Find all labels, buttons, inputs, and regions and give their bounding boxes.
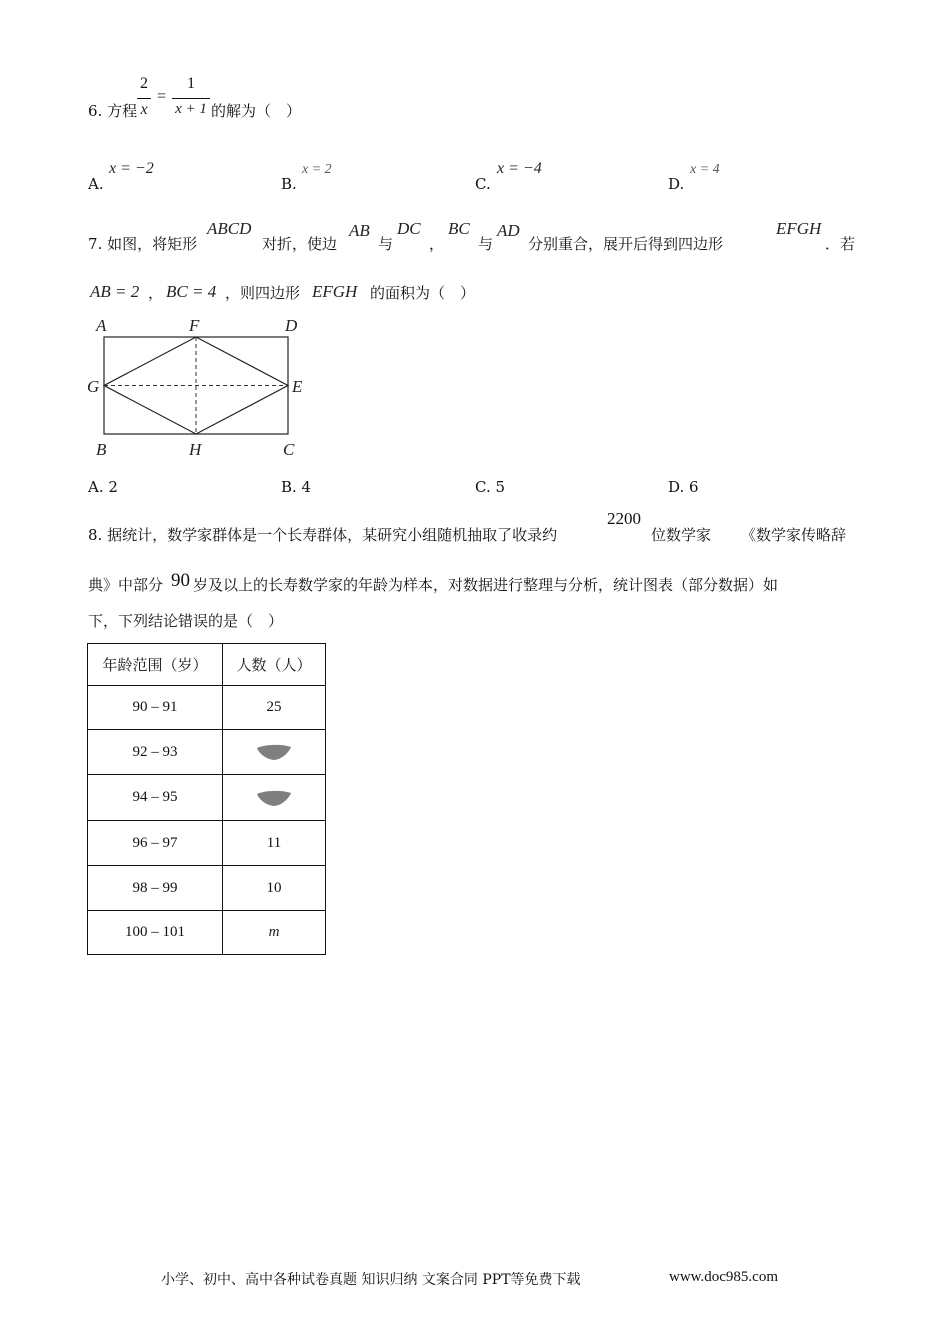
q8-text-3: 《数学家传略辞 <box>741 526 847 544</box>
q7-option-c: C. 5 <box>475 478 506 496</box>
table-row <box>88 911 326 955</box>
age-table <box>87 643 326 955</box>
table-row <box>88 686 326 730</box>
q8-text-4: 典》中部分 <box>88 576 164 594</box>
label-e: E <box>292 377 303 396</box>
q7-math-efgh-2: EFGH <box>312 282 358 301</box>
table-row <box>88 866 326 911</box>
table-cell-range: 94 – 95 <box>88 775 223 821</box>
rectangle-rhombus-figure <box>84 312 314 462</box>
table-header-row <box>88 644 326 686</box>
q6-prefix: 6. 方程 <box>88 102 138 120</box>
q7-option-d: D. 6 <box>668 478 699 496</box>
table-header-range: 年龄范围（岁） <box>88 644 223 686</box>
q8-text-1: 8. 据统计，数学家群体是一个长寿群体，某研究小组随机抽取了收录约 <box>88 526 558 544</box>
q6-option-c-label: C. <box>475 175 491 193</box>
q7-text-4: ．若 <box>825 235 856 253</box>
q7-text-2: 对折，使边 <box>262 235 338 253</box>
table-cell-range: 96 – 97 <box>88 821 223 866</box>
q8-text-6: 下，下列结论错误的是（ ） <box>88 612 284 630</box>
q6-frac1-den: x <box>140 101 148 118</box>
table-cell-count: m <box>223 911 326 955</box>
table-cell-count: 11 <box>223 821 326 866</box>
label-d: D <box>285 316 298 335</box>
q8-text-2: 位数学家 <box>651 526 712 544</box>
q6-suffix: 的解为（ ） <box>211 102 302 120</box>
q7-text-3: 分别重合，展开后得到四边形 <box>528 235 724 253</box>
q6-frac2-den: x + 1 <box>175 101 207 117</box>
q8-text-5: 岁及以上的长寿数学家的年龄为样本，对数据进行整理与分析，统计图表（部分数据）如 <box>193 576 779 594</box>
table-cell-range: 100 – 101 <box>88 911 223 955</box>
label-f: F <box>189 316 200 335</box>
q6-option-a-value: x = −2 <box>109 160 154 177</box>
table-cell-count: 25 <box>223 686 326 730</box>
q7-math-bc: BC <box>448 219 470 238</box>
label-g: G <box>87 377 100 396</box>
table-header-count: 人数（人） <box>223 644 326 686</box>
q7-math-ab-eq: AB = 2 <box>90 282 140 301</box>
label-h: H <box>189 440 202 459</box>
q7-option-b: B. 4 <box>281 478 312 496</box>
q8-num-90: 90 <box>171 570 190 591</box>
q6-option-a-label: A. <box>88 175 104 193</box>
q6-frac2-num: 1 <box>187 75 195 92</box>
q7-math-ab: AB <box>349 221 370 240</box>
q6-option-b-value: x = 2 <box>302 162 332 177</box>
table-cell-range: 92 – 93 <box>88 730 223 775</box>
table-row <box>88 775 326 821</box>
footer-text: 小学、初中、高中各种试卷真题 知识归纳 文案合同 PPT等免费下载 <box>161 1272 581 1288</box>
q8-num-2200: 2200 <box>607 509 641 528</box>
q7-math-bc-eq: BC = 4 <box>166 282 217 301</box>
label-b: B <box>96 440 107 459</box>
label-a: A <box>96 316 107 335</box>
q6-option-d-label: D. <box>668 175 685 193</box>
table-row <box>88 730 326 775</box>
ink-stain-icon <box>255 742 293 762</box>
q7-text-with2: 与 <box>478 235 494 253</box>
table-cell-range: 98 – 99 <box>88 866 223 911</box>
q7-option-a: A. 2 <box>88 478 118 496</box>
footer-url[interactable]: www.doc985.com <box>669 1269 779 1285</box>
table-cell-count-stain <box>223 730 326 775</box>
q7-text-comma: ， <box>429 235 445 253</box>
label-c: C <box>283 440 295 459</box>
q7-text-comma2: ， <box>148 284 164 302</box>
q6-frac1-num: 2 <box>140 75 148 92</box>
q6-option-c-value: x = −4 <box>497 160 542 177</box>
ink-stain-icon <box>255 788 293 808</box>
q7-math-abcd: ABCD <box>207 219 252 238</box>
table-cell-count-stain <box>223 775 326 821</box>
q6-frac2-line <box>172 98 210 99</box>
table-cell-count: 10 <box>223 866 326 911</box>
q6-option-b-label: B. <box>281 175 297 193</box>
q7-math-efgh: EFGH <box>776 219 822 238</box>
table-cell-range: 90 – 91 <box>88 686 223 730</box>
q7-text-with1: 与 <box>378 235 394 253</box>
q7-text-6: 的面积为（ ） <box>370 284 476 302</box>
q7-text-1: 7. 如图，将矩形 <box>88 235 198 253</box>
q6-equals: = <box>157 88 167 105</box>
q6-option-d-value: x = 4 <box>690 162 720 177</box>
q7-math-dc: DC <box>397 219 421 238</box>
q7-text-5: ，则四边形 <box>225 284 301 302</box>
table-row <box>88 821 326 866</box>
q7-math-ad: AD <box>497 221 520 240</box>
q6-frac1-line <box>137 98 151 99</box>
